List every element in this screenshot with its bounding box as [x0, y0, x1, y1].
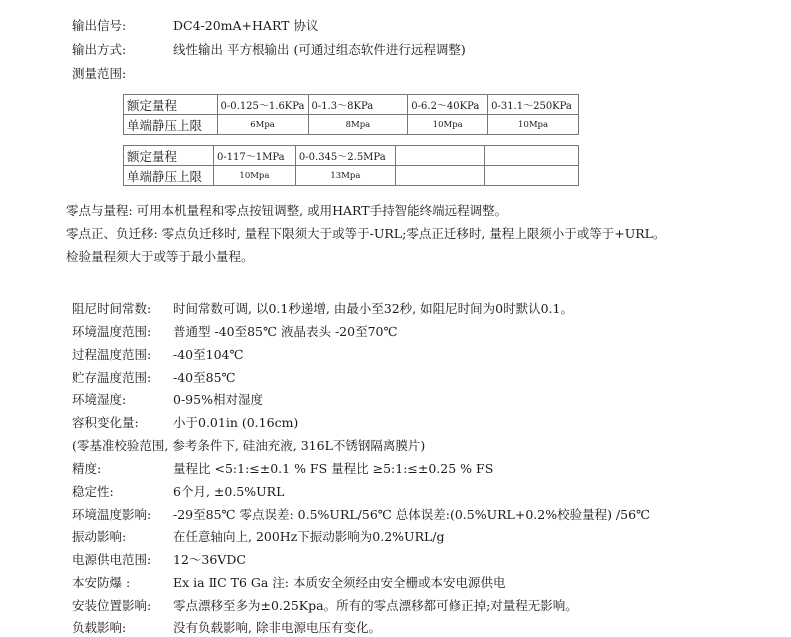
spec-label: 环境温度影响:: [72, 507, 152, 522]
spec-value: 在任意轴向上, 200Hz下振动影响为0.2%URL/g: [173, 529, 445, 544]
spec-value: 普通型 -40至85℃ 液晶表头 -20至70℃: [173, 324, 398, 339]
spec-value: 量程比 <5:1:≤±0.1 % FS 量程比 ≥5:1:≤±0.25 % FS: [173, 461, 494, 476]
table-cell: [485, 146, 579, 166]
spec-label: 振动影响:: [72, 529, 127, 544]
spec-label: 负载影响:: [72, 620, 127, 635]
table-cell: 13Mpa: [295, 166, 395, 186]
spec-label: 容积变化量:: [72, 415, 139, 430]
spec-label: 稳定性:: [72, 484, 114, 499]
spec-label: 安装位置影响:: [72, 598, 152, 613]
table-cell: 0-0.125～1.6KPa: [217, 95, 308, 115]
spec-value: 没有负载影响, 除非电源电压有变化。: [173, 620, 381, 635]
spec-label: 精度:: [72, 461, 102, 476]
spec-value: 小于0.01in (0.16cm): [173, 415, 299, 430]
spec-label: 环境湿度:: [72, 392, 127, 407]
table-cell: 0-31.1～250KPa: [488, 95, 579, 115]
spec-value: 零点漂移至多为±0.25Kpa。所有的零点漂移都可修正掉;对量程无影响。: [173, 598, 578, 613]
range-table-2: [123, 145, 579, 186]
spec-label: 环境温度范围:: [72, 324, 152, 339]
table-row: [124, 115, 579, 135]
table-cell: 0-0.345～2.5MPa: [295, 146, 395, 166]
table-cell: 6Mpa: [217, 115, 308, 135]
table-cell: 8Mpa: [308, 115, 408, 135]
spec-note: (零基准校验范围, 参考条件下, 硅油充液, 316L不锈钢隔离膜片): [72, 438, 426, 453]
range-table-1: [123, 94, 579, 135]
spec-value: 0-95%相对湿度: [173, 392, 263, 407]
output-mode-value: 线性输出 平方根输出 (可通过组态软件进行远程调整): [173, 42, 466, 57]
table-header-cell: 单端静压上限: [124, 115, 218, 135]
table-cell: 0-1.3～8KPa: [308, 95, 408, 115]
spec-label: 阻尼时间常数:: [72, 301, 152, 316]
table-cell: 10Mpa: [488, 115, 579, 135]
table-cell: 10Mpa: [213, 166, 295, 186]
table-cell: 10Mpa: [408, 115, 488, 135]
table-cell: 0-6.2～40KPa: [408, 95, 488, 115]
zero-span-paragraph: 零点与量程: 可用本机量程和零点按钮调整, 或用HART手持智能终端远程调整。: [66, 203, 508, 218]
table-cell: [395, 146, 485, 166]
spec-label: 本安防爆 :: [72, 575, 131, 590]
spec-label: 过程温度范围:: [72, 347, 152, 362]
spec-label: 贮存温度范围:: [72, 370, 152, 385]
spec-value: 时间常数可调, 以0.1秒递增, 由最小至32秒, 如阻尼时间为0时默认0.1。: [173, 301, 573, 316]
output-signal-label: 输出信号:: [72, 18, 127, 33]
spec-value: -40至104℃: [173, 347, 244, 362]
range-label: 测量范围:: [72, 66, 127, 81]
table-header-cell: 额定量程: [124, 95, 218, 115]
zero-shift-paragraph: 零点正、负迁移: 零点负迁移时, 量程下限须大于或等于-URL;零点正迁移时, 量程上限须小于或等于+URL。: [66, 226, 666, 241]
table-row: [124, 146, 579, 166]
output-signal-value: DC4-20mA+HART 协议: [173, 18, 319, 33]
table-header-cell: 额定量程: [124, 146, 214, 166]
spec-value: -40至85℃: [173, 370, 236, 385]
table-row: [124, 95, 579, 115]
table-cell: [395, 166, 485, 186]
table-row: [124, 166, 579, 186]
table-header-cell: 单端静压上限: [124, 166, 214, 186]
spec-label: 电源供电范围:: [72, 552, 152, 567]
spec-value: 6个月, ±0.5%URL: [173, 484, 285, 499]
check-range-paragraph: 检验量程须大于或等于最小量程。: [66, 249, 254, 264]
table-cell: [485, 166, 579, 186]
spec-value: Ex ia ⅡC T6 Ga 注: 本质安全须经由安全栅或本安电源供电: [173, 575, 506, 590]
spec-value: 12～36VDC: [173, 552, 246, 567]
output-mode-label: 输出方式:: [72, 42, 127, 57]
spec-value: -29至85℃ 零点误差: 0.5%URL/56℃ 总体误差:(0.5%URL+0.2%校验量程) /56℃: [173, 507, 651, 522]
table-cell: 0-117～1MPa: [213, 146, 295, 166]
